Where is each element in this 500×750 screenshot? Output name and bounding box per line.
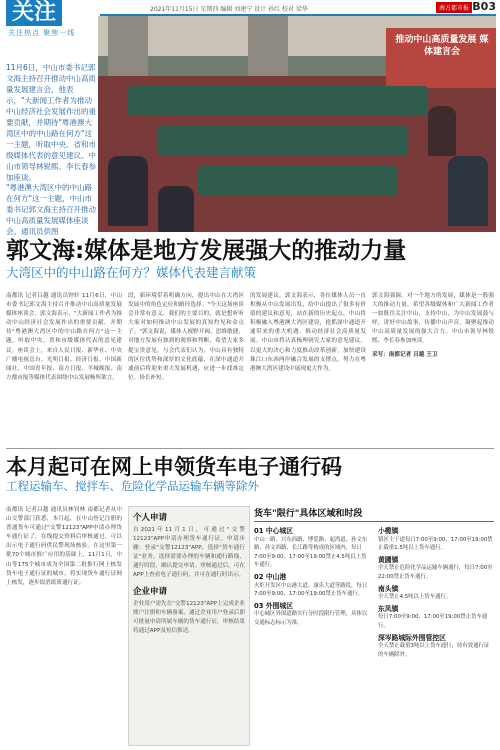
restriction-info [254,506,494,746]
dateline: 2021年11月15日 星期四 编辑 刘建宁 设计 孙红 校对 梁华 [150,6,308,13]
story1-column-4-text: 郭文海强调，对一个地方的发展，媒体是一股强大的推动力量。希望各级媒体和广大新闻工作者一如既往关注中山，支持中山，为中山发展鼓与呼，讲好中山故事，传播中山声音，凝聚起推动中山高质量发展的强大合力。中山市领导林锐熙、李长春参加座谈。 [372,293,494,345]
application-sidebar [128,506,250,746]
restriction-section-title: 01 中心城区 [254,527,294,535]
page-number: B03 [472,0,496,13]
story2-headline: 本月起可在网上申领货车电子通行码 [6,455,342,479]
restriction-section-text: 全天禁止4.5吨以上货车通行。 [378,594,452,601]
story1-column-3: 的发展建议。郭文海表示，各位媒体人员一直积极从中山发展出发，给中山提出了很多有价值的建议和意见，站在新的历史起点，中山将积极融入粤港澳大湾区建设，抢抓深中通道开通带来的重大机遇，推动经济社会高质量发展。中山市将认真梳理研究大家的意见建议，以更大的决心和力度推动改革创新，加快建设珠江口东西两岸融合发展的支撑点，努力在粤港澳大湾区建设中展现更大作为。 [250,293,366,372]
restriction-section-text: 全天禁止载重3吨以上货车通行，持有效通行证的车辆除外。 [378,643,490,658]
story1-headline: 郭文海:媒体是地方发展强大的推动力量 [6,238,407,264]
restriction-section-text: 每日7:00至9:00、17:00至19:00禁止货车通行。 [378,614,488,629]
restriction-right-column [378,524,494,746]
story1-byline: 采写：南都记者 吕越 王卫 [372,351,438,358]
enterprise-apply-title: 企业申请 [133,587,168,597]
restriction-left-column [254,524,370,746]
restriction-section-text: 全天禁止危险化学品运输车辆通行，每日7:00至22:00禁止货车通行。 [378,565,493,580]
personal-apply-text: 自2021年11月1日，可通过"交警12123"APP申请办理货车通行证。申请步骤：登录"交警12123"APP，选择"货车通行证"业务，选择需要办理的车辆和通行路线、通行时段，确认提交申请。审核通过后，可在APP上查看电子通行码，并可在通行时出示。 [133,527,245,578]
restriction-section-title: 南头镇 [378,584,399,593]
restriction-section-title: 03 外围城区 [254,601,294,610]
restriction-section-text: 火炬开发区中山港大道、康乐大道等路段，每日7:00至9:00、17:00至19:00禁止货车通行。 [254,582,368,598]
story2-subhead: 工程运输车、搅拌车、危险化学品运输车辆等除外 [6,479,259,493]
restriction-info-title: 货车"限行"具体区域和时段 [254,506,494,522]
restriction-section-title: 黄圃镇 [378,555,399,564]
story2-column: 南都讯 记者吕越 通讯员林钊林 南都记者从中山交警部门获悉，本月起，在中山登记注册的普通货车可通过"交警12123"APP申请办理货车通行证了，在线提交资料后审核通过，可以出示电子通行码供民警现场核验。在这里第一批70个城市推广应用的基础上，11月1日，中山等175个城市成为全国第二批推行网上核发货车电子通行证的城市，将实现货车通行证网上核发，逐步取消纸质通行证。 [6,507,122,586]
restriction-section-title: 深岑路城际外围管控区 [378,633,446,642]
restriction-section-text: 镇区主干道每日7:00至9:00、17:00至19:00禁止载重1.5吨以上货车通行。 [378,536,493,552]
story1-column-4 [372,292,494,442]
restriction-section-title: 02 中山港 [254,572,287,581]
section-title: 关注 [6,0,62,26]
story-divider [6,448,494,449]
meeting-photo [98,16,496,232]
personal-apply-title: 个人申请 [133,513,168,523]
restriction-section-title: 小榄镇 [378,527,399,535]
restriction-section-text: 中心城区外围道路实行分时段限行管理，具体以交通标志标示为准。 [254,611,368,626]
section-subtitle: 关注热点 聚焦一线 [8,29,76,37]
restriction-section-title: 东凤镇 [378,604,399,613]
paper-badge: 南方都市报 [436,2,472,13]
photo-banner-text: 推动中山高质量发展 媒体建言会 [395,35,489,57]
story1-column-1: 南都讯 记者吕越 通讯员钟轩 11月6日，中山市委书记郭文海主持召开推动中山高质量发展媒体座谈会，郭文海表示，"大新闻工作者为推动中山经济社会发展作出的重要贡献，并期待"粤港澳大湾区中的中山路在何方"这一主题，听取中央、省和市级媒体代表的意见建议。座谈会上，来自人民日报、新华社、中央广播电视总台、光明日报、经济日报、中国新闻社、中国青年报、南方日报、羊城晚报、南方都市报等媒体代表围绕中山发展畅所欲言。 [6,293,122,381]
photo-caption-main: 11月6日，中山市委书记郭文海主持召开推动中山高质量发展建言会，他表示，"大新闻工作者为推动中山经济社会发展作出的重要贡献，并期待"粤港澳大湾区中的中山路在何方"这一主题，听取中央、省和市级媒体代表的意见建议。中山市领导林锐熙、李长春参加座谈。 [6,63,96,182]
enterprise-apply-text: 企业用户需先在"交警12123"APP上完成企业账户注册和车辆备案，通过企业用户登录后即可批量申请所属车辆的货车通行证，审核结果将通过APP及短信推送。 [133,601,245,634]
story1-subhead: 大湾区中的中山路在何方？媒体代表建言献策 [6,265,257,280]
story1-column-2: 段，新环境带着明确方向，提出中山在大湾区发展中的角色定位和路径选择。"今天这场座谈会非常有意义，我们的主要目的，就是想听听大家对如何推动中山发展的真知灼见和金点子。"郭文海说，媒体人视野开阔、思维敏捷，对地方发展有独到的观察和判断，希望大家多提宝贵意见。与会代表们认为，中山具有独特的区位优势和深厚的文化底蕴，在深中通道开通前后将迎来重大发展机遇，应进一步找准定位、扬长补短。 [128,293,244,381]
restriction-section-text: 中山一路、兴东西路、博爱路、起湾道、孙文东路、孙文西路、长江路等构成的区域内，每日7:00至9:00、17:00至19:00禁止4.5吨以上货车通行。 [254,536,368,569]
photo-caption-secondary: "粤港澳大湾区中的中山路在何方"这一主题，中山市委书记郭文海主持召开推动中山高质量发展媒体座谈会。通讯员供图 [6,183,96,236]
